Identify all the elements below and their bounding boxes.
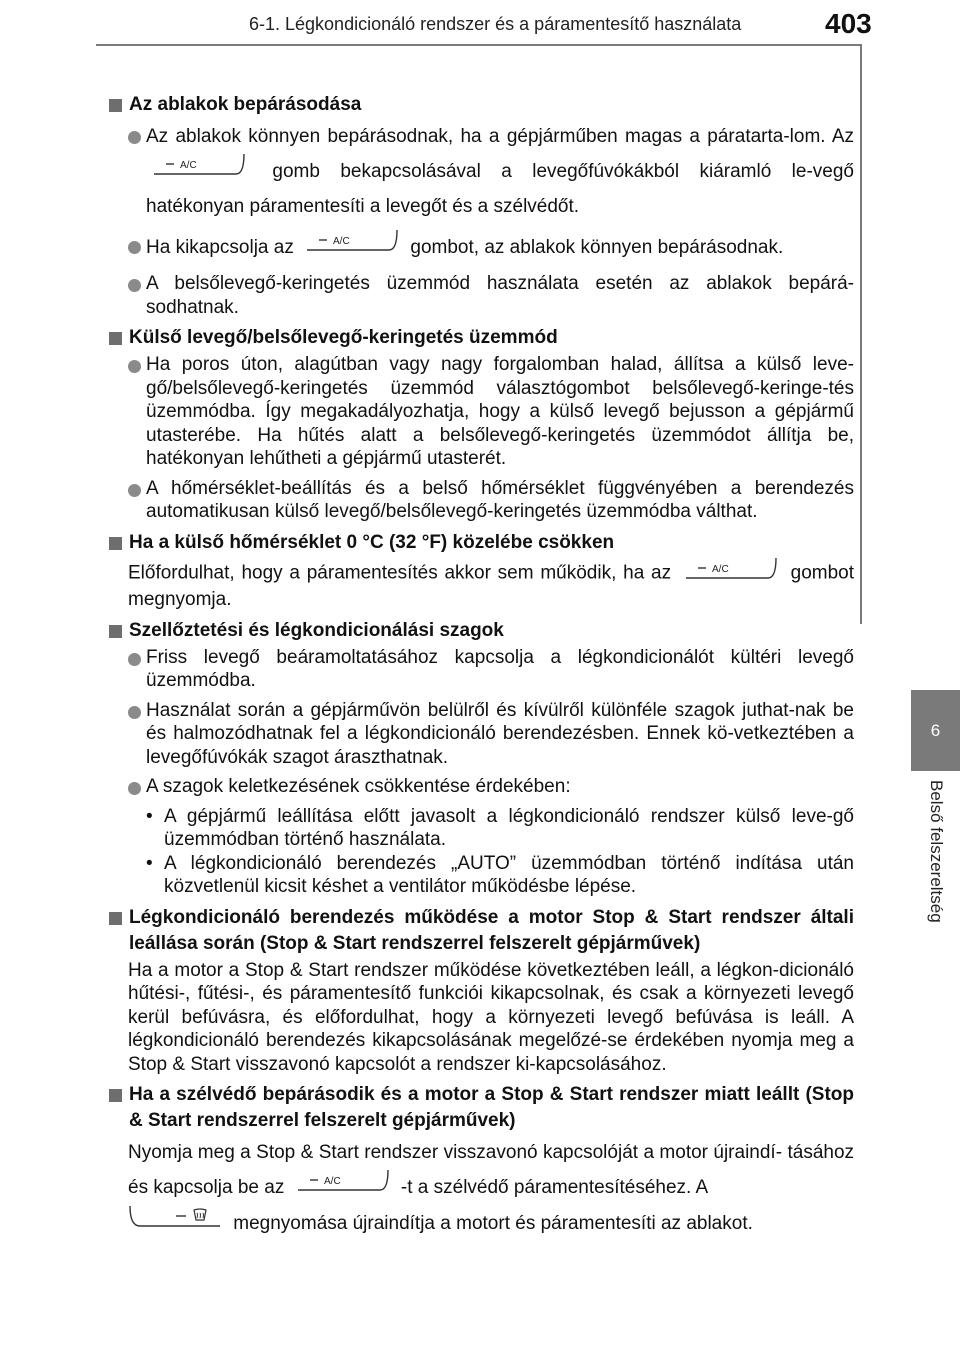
- page-content: [109, 92, 854, 1248]
- list-item: Ha poros úton, alagútban vagy nagy forgalomban halad, állítsa a külső leve-gő/belsőlevegő-keringetés üzemmód választógombot belsőlevegő-keringe-tés üzemmódba. Így megakadályozhatja, hogy a külső levegő bejusson a gépjármű utasterébe. Ha hűtés alatt a belsőlevegő-keringetés üzemmódot állítja be, hatékonyan lehűtheti a gépjármű utasterét.: [109, 353, 854, 471]
- circle-bullet-icon: [128, 782, 141, 795]
- header-title: 6-1. Légkondicionáló rendszer és a páramentesítő használata: [249, 14, 742, 34]
- section-heading: Légkondicionáló berendezés működése a motor Stop & Start rendszer általi leállása során (Stop & Start rendszerrel felszerelt gépjárművek): [109, 905, 854, 957]
- small-bullet-icon: •: [146, 852, 153, 874]
- svg-text:A/C: A/C: [323, 1176, 341, 1187]
- side-rule: [860, 44, 862, 624]
- list-item: A belsőlevegő-keringetés üzemmód használata esetén az ablakok bepárá-sodhatnak.: [109, 272, 854, 319]
- square-bullet-icon: [109, 625, 122, 638]
- list-item: A szagok keletkezésének csökkentése érdekében:: [109, 775, 854, 799]
- chapter-label-text: Belső felszereltség: [927, 780, 946, 923]
- small-bullet-icon: •: [146, 805, 153, 827]
- section-low-temperature: [109, 530, 854, 612]
- circle-bullet-icon: [128, 653, 141, 666]
- list-item: Használat során a gépjárművön belülről és kívülről különféle szagok juthat-nak be és halmozódhatnak fel a légkondicionáló berendezésben. Ennek kö-vetkeztében a levegőfúvókák szagot áraszthatnak.: [109, 699, 854, 770]
- chapter-tab[interactable]: 6: [911, 690, 960, 771]
- list-item: Friss levegő beáramoltatásához kapcsolja a légkondicionálót kültéri levegő üzemmódba.: [109, 646, 854, 693]
- section-odors: [109, 618, 854, 899]
- circle-bullet-icon: [128, 279, 141, 292]
- square-bullet-icon: [109, 537, 122, 550]
- svg-text:A/C: A/C: [180, 160, 197, 171]
- paragraph: Előfordulhat, hogy a páramentesítés akkor sem működik, ha az A/C gombot megnyomja.: [109, 558, 854, 612]
- square-bullet-icon: [109, 332, 122, 345]
- section-heading: Az ablakok bepárásodása: [109, 92, 854, 118]
- section-stop-start-ac: [109, 905, 854, 1077]
- circle-bullet-icon: [128, 360, 141, 373]
- square-bullet-icon: [109, 99, 122, 112]
- section-air-recirculation: [109, 325, 854, 524]
- circle-bullet-icon: [128, 131, 141, 144]
- paragraph: Nyomja meg a Stop & Start rendszer visszavonó kapcsolóját a motor újraindí- tásához és kapcsolja be az A/C -t a szélvédő páramentesítéséhez. A megnyomása újraindítja a motort és páramentesíti az ablakot.: [109, 1136, 854, 1242]
- paragraph: Ha a motor a Stop & Start rendszer működése következtében leáll, a légkon-dicionáló hűtési-, fűtési-, és páramentesítő funkciói kikapcsolnak, és csak a környezeti levegő kerül befúvásra, és előfordulhat, hogy a környezeti levegő befúvása is leáll. A légkondicionáló berendezés kikapcsolásának megelőzé-se érdekében nyomja meg a Stop & Start visszavonó kapcsolót a rendszer ki-kapcsolásához.: [128, 959, 854, 1075]
- list-item: Az ablakok könnyen bepárásodnak, ha a gépjárműben magas a páratarta-lom. Az A/C gomb bekapcsolásával a levegőfúvókákból kiáramló le-vegő hatékonyan páramentesíti a levegőt és a szélvédőt.: [109, 120, 854, 224]
- section-heading: Ha a külső hőmérséklet 0 °C (32 °F) közelébe csökken: [109, 530, 854, 556]
- circle-bullet-icon: [128, 706, 141, 719]
- page-number: 403: [825, 8, 872, 39]
- sub-list-item: • A gépjármű leállítása előtt javasolt a légkondicionáló rendszer külső leve-gő üzemmódban történő használata.: [146, 805, 854, 850]
- square-bullet-icon: [109, 1089, 122, 1102]
- section-heading: Ha a szélvédő bepárásodik és a motor a Stop & Start rendszer miatt leállt (Stop & Start rendszerrel felszerelt gépjárművek): [109, 1082, 854, 1134]
- square-bullet-icon: [109, 912, 122, 925]
- page-header: [0, 0, 960, 44]
- list-item: Ha kikapcsolja az A/C gombot, az ablakok könnyen bepárásodnak.: [109, 230, 854, 266]
- circle-bullet-icon: [128, 241, 141, 254]
- header-rule: [96, 44, 862, 46]
- ac-button-icon: [684, 556, 778, 587]
- section-heading: Szellőztetési és légkondicionálási szagok: [109, 618, 854, 644]
- svg-text:A/C: A/C: [333, 236, 350, 247]
- section-heading: Külső levegő/belsőlevegő-keringetés üzemmód: [109, 325, 854, 351]
- svg-text:A/C: A/C: [711, 563, 729, 575]
- ac-button-icon: [152, 152, 246, 188]
- circle-bullet-icon: [128, 484, 141, 497]
- sub-list-item: • A légkondicionáló berendezés „AUTO” üzemmódban történő indítása után közvetlenül kicsit késhet a ventilátor működésbe lépése.: [146, 852, 854, 897]
- list-item: A hőmérséklet-beállítás és a belső hőmérséklet függvényében a berendezés automatikusan külső levegő/belsőlevegő-keringetés üzemmódba válthat.: [109, 477, 854, 524]
- ac-button-icon: [305, 228, 399, 264]
- defroster-button-icon: [128, 1204, 222, 1240]
- section-window-fogging: [109, 92, 854, 319]
- section-windshield-fog-stop-start: [109, 1082, 854, 1242]
- ac-button-icon: [296, 1168, 390, 1204]
